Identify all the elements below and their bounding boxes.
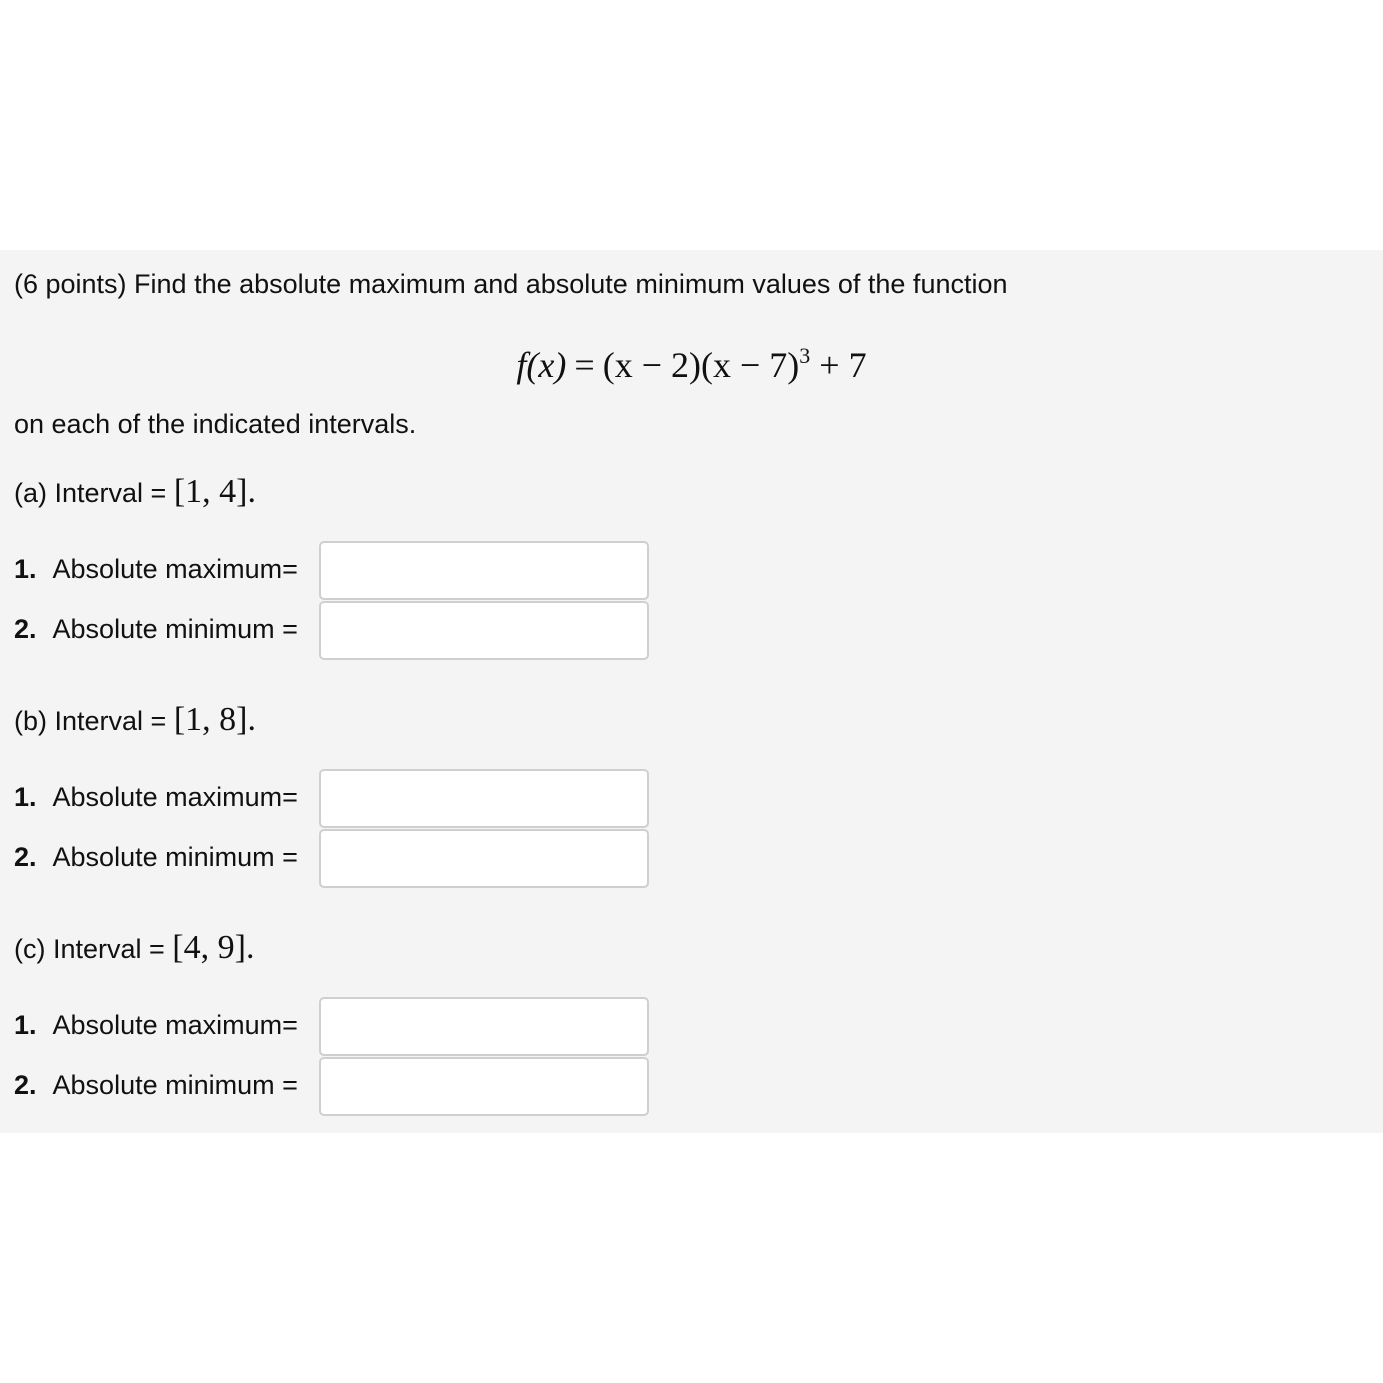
part-c-interval: [4, 9] [172,929,246,966]
part-a-heading: (a) Interval = [1, 4]. [14,473,256,510]
part-b-min-row [14,829,714,889]
part-b-max-input[interactable] [319,769,649,828]
part-c-min-row [14,1057,714,1117]
part-b-interval: [1, 8] [173,701,248,738]
equation-constant: + 7 [819,345,867,385]
part-b-heading: (b) Interval = [1, 8]. [14,701,256,738]
part-a-min-label: 2. Absolute minimum = [14,614,298,644]
equation-lhs: f(x) [516,345,567,385]
part-c-min-label: 2. Absolute minimum = [14,1070,298,1100]
part-c-max-row [14,997,714,1057]
equals-sign: = [574,345,595,385]
equation-exponent: 3 [799,343,811,368]
part-a-max-input[interactable] [319,541,649,600]
part-c-label: (c) Interval = [14,934,173,964]
part-a-max-row [14,541,714,601]
part-a-label: (a) Interval = [14,478,174,508]
part-b-label: (b) Interval = [14,706,174,736]
equation-factor-2: (x − 7) [700,345,800,385]
part-a-min-input[interactable] [319,601,649,660]
part-b-max-label: 1. Absolute maximum= [14,782,298,812]
equation-factor-1: (x − 2) [602,345,701,385]
part-b-max-row [14,769,714,829]
problem-followup: on each of the indicated intervals. [14,409,417,439]
part-c-heading: (c) Interval = [4, 9]. [14,929,255,966]
part-a-min-row [14,601,714,661]
problem-prompt: (6 points) Find the absolute maximum and absolute minimum values of the function [14,269,1008,299]
function-equation [0,333,1383,388]
part-b-min-label: 2. Absolute minimum = [14,842,298,872]
part-a-interval: [1, 4] [173,473,248,510]
part-c-max-input[interactable] [319,997,649,1056]
part-c-max-label: 1. Absolute maximum= [14,1010,298,1040]
part-a-max-label: 1. Absolute maximum= [14,554,298,584]
part-b-min-input[interactable] [319,829,649,888]
part-c-min-input[interactable] [319,1057,649,1116]
